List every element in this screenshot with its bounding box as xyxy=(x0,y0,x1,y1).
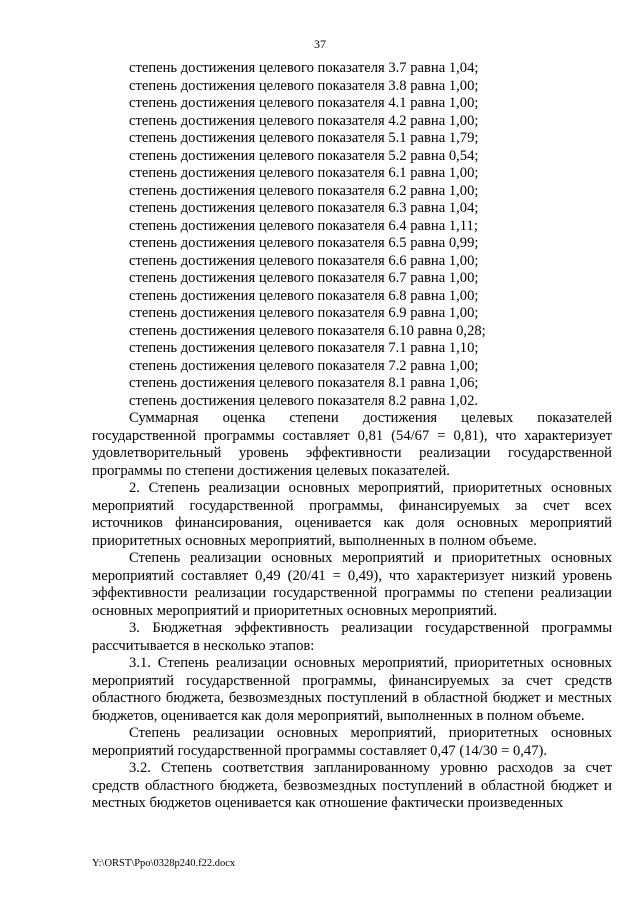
list-item: степень достижения целевого показателя 4.2 равна 1,00; xyxy=(129,112,479,129)
list-item: степень достижения целевого показателя 8.2 равна 1,02. xyxy=(129,392,479,409)
list-item: степень достижения целевого показателя 4.1 равна 1,00; xyxy=(129,95,479,111)
footer-file-path: Y:\ORST\Ppo\0328p240.f22.docx xyxy=(92,858,236,869)
list-item: степень достижения целевого показателя 7.2 равна 1,00; xyxy=(129,357,479,374)
paragraph-summary: Суммарная оценка степени достижения целевых показателей государственной программы составляет 0,81 (54/67 = 0,81), что характеризует удовлетворительный уровень эффективности реализации государственной программы по степени достижения целевых показателей. xyxy=(92,410,612,479)
list-item: степень достижения целевого показателя 6.5 равна 0,99; xyxy=(129,235,479,251)
paragraph-section-3: 3. Бюджетная эффективность реализации государственной программы рассчитывается в несколько этапов: xyxy=(92,620,612,654)
list-item: степень достижения целевого показателя 6.8 равна 1,00; xyxy=(129,287,479,304)
list-item: степень достижения целевого показателя 6.4 равна 1,11; xyxy=(129,217,478,234)
list-item: степень достижения целевого показателя 6.9 равна 1,00; xyxy=(129,305,479,321)
list-item: степень достижения целевого показателя 6.2 равна 1,00; xyxy=(129,182,479,199)
paragraph-section-2: 2. Степень реализации основных мероприятий, приоритетных основных мероприятий государственной программы, финансируемых за счет всех источников финансирования, оценивается как доля основных мероприятий приоритетных основных мероприятий, выполненных в полном объеме. xyxy=(92,480,612,549)
list-item: степень достижения целевого показателя 6.1 равна 1,00; xyxy=(129,165,479,181)
list-item: степень достижения целевого показателя 8.1 равна 1,06; xyxy=(129,375,479,391)
list-item: степень достижения целевого показателя 6.3 равна 1,04; xyxy=(129,200,479,216)
list-item: степень достижения целевого показателя 6.10 равна 0,28; xyxy=(129,322,486,339)
paragraph-section-2-result: Степень реализации основных мероприятий и приоритетных основных мероприятий составляет 0,49 (20/41 = 0,49), что характеризует низкий уровень эффективности реализации государственной программы по степени реализации основных мероприятий и приоритетных основных мероприятий. xyxy=(92,550,612,619)
list-item: степень достижения целевого показателя 5.1 равна 1,79; xyxy=(129,130,479,146)
page-number: 37 xyxy=(314,37,326,51)
list-item: степень достижения целевого показателя 3.8 равна 1,00; xyxy=(129,77,479,94)
document-body xyxy=(92,60,612,813)
paragraph-section-3-1-result: Степень реализации основных мероприятий, приоритетных основных мероприятий государственной программы составляет 0,47 (14/30 = 0,47). xyxy=(92,725,612,759)
list-item: степень достижения целевого показателя 6.6 равна 1,00; xyxy=(129,252,479,269)
paragraph-section-3-1: 3.1. Степень реализации основных мероприятий, приоритетных основных мероприятий государственной программы, финансируемых за счет средств областного бюджета, безвозмездных поступлений в областной бюджет и местных бюджетов, оценивается как доля мероприятий, выполненных в полном объеме. xyxy=(92,655,612,724)
list-item: степень достижения целевого показателя 7.1 равна 1,10; xyxy=(129,340,479,356)
list-item: степень достижения целевого показателя 6.7 равна 1,00; xyxy=(129,270,479,286)
indicator-list xyxy=(92,60,612,410)
list-item: степень достижения целевого показателя 3.7 равна 1,04; xyxy=(129,60,479,76)
list-item: степень достижения целевого показателя 5.2 равна 0,54; xyxy=(129,147,479,164)
paragraph-section-3-2: 3.2. Степень соответствия запланированному уровню расходов за счет средств областного бюджета, безвозмездных поступлений в областной бюджет и местных бюджетов оценивается как отношение фактически произведенных xyxy=(92,760,612,811)
